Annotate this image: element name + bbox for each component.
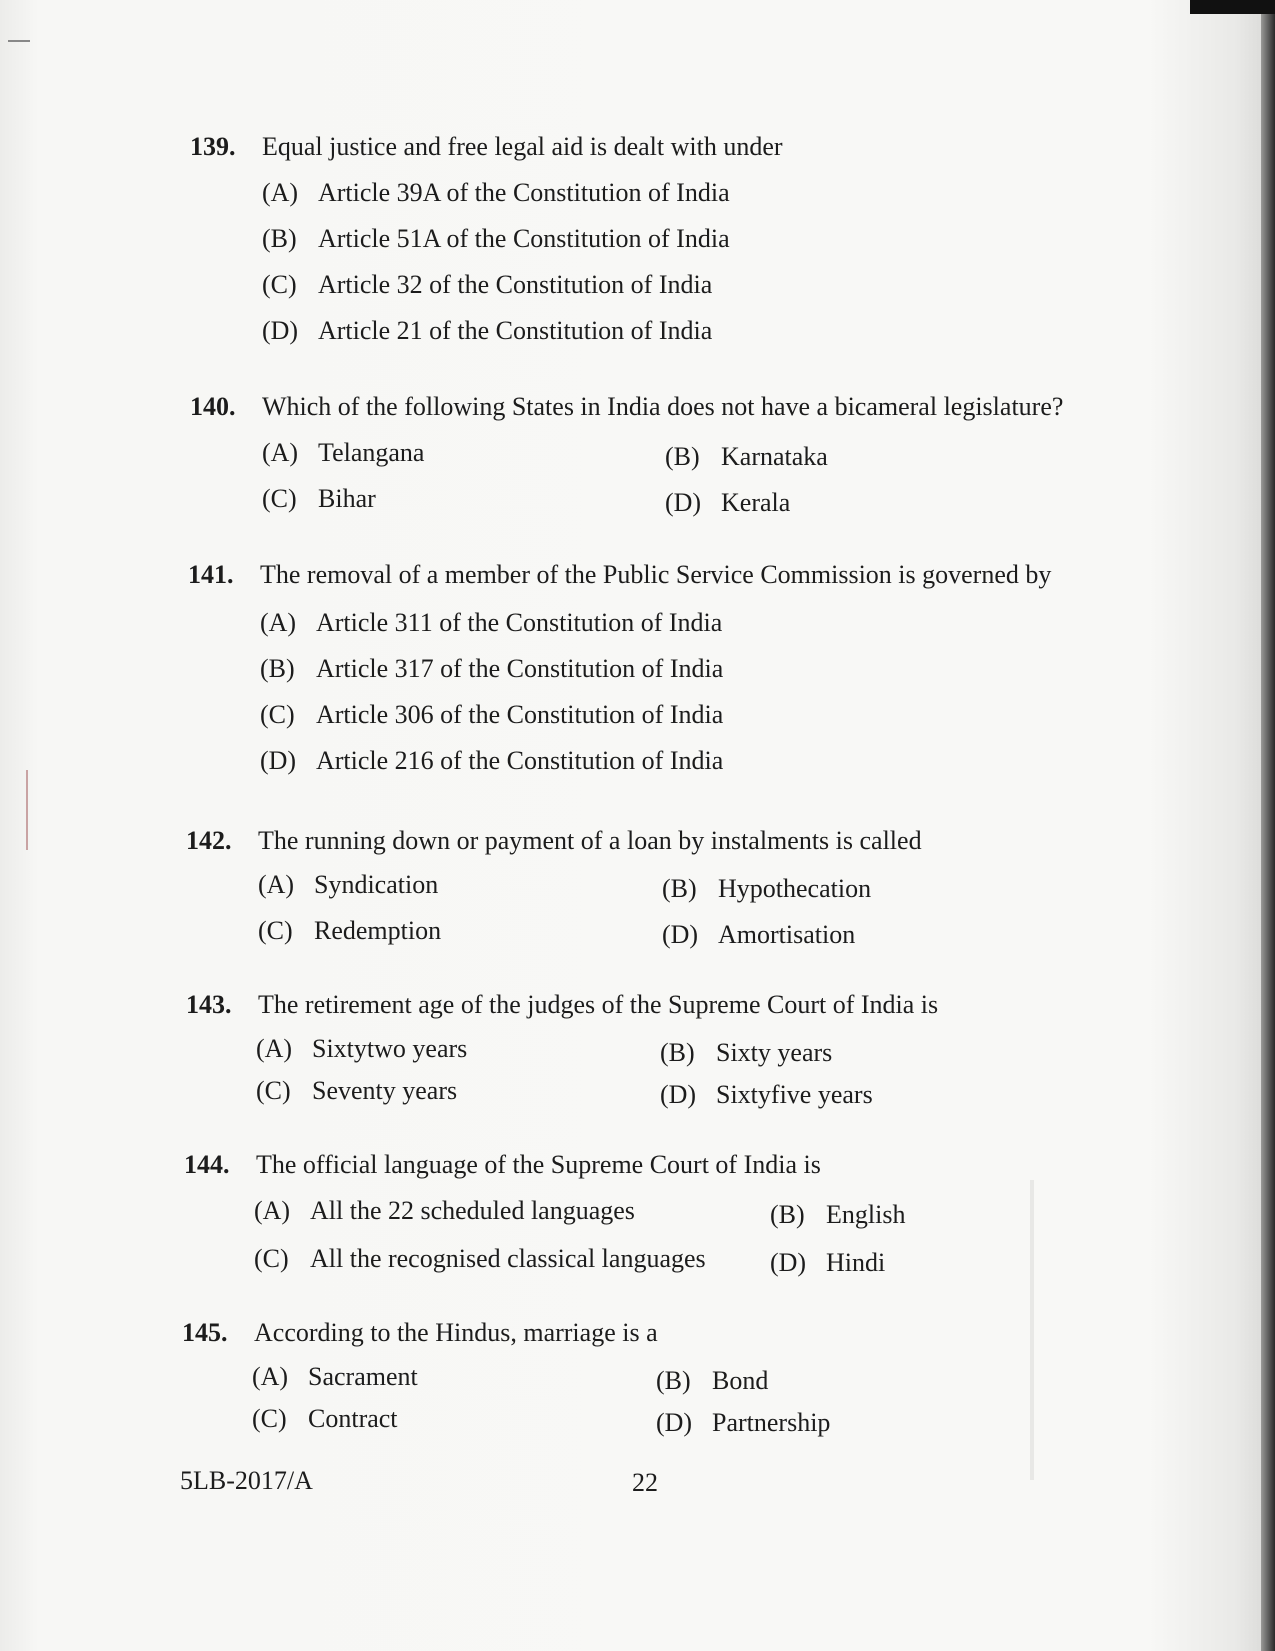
option-text: Article 21 of the Constitution of India [318,316,713,345]
option-label: (C) [258,916,293,945]
scan-edge-shadow [1261,0,1275,1651]
question-stem: The removal of a member of the Public Service Commission is governed by [260,560,1052,589]
question-stem: The retirement age of the judges of the Supreme Court of India is [258,990,939,1019]
option-text: Seventy years [312,1076,458,1105]
option-b [660,1038,832,1068]
option-text: Article 306 of the Constitution of India [316,700,724,729]
question-number: 140. [190,392,236,421]
question-number: 145. [182,1318,228,1347]
margin-mark [26,770,28,850]
option-text: Sixtyfive years [716,1080,873,1109]
option-c [262,484,376,514]
question-number: 144. [184,1150,230,1179]
question-number: 142. [186,826,232,855]
option-text: All the recognised classical languages [310,1244,706,1273]
option-text: Amortisation [718,920,856,949]
option-text: Hindi [826,1248,886,1277]
option-text: Sixty years [716,1038,833,1067]
option-label: (A) [260,608,297,637]
option-b [262,224,730,254]
option-label: (D) [665,488,702,517]
option-c [260,700,723,730]
option-text: Article 216 of the Constitution of India [316,746,724,775]
option-label: (A) [256,1034,293,1063]
option-label: (A) [262,438,299,467]
option-b [656,1366,768,1396]
option-text: Article 51A of the Constitution of India [318,224,730,253]
question-stem: Equal justice and free legal aid is dealt with under [262,132,783,161]
option-text: Sacrament [308,1362,418,1391]
option-label: (B) [665,442,700,471]
option-text: Redemption [314,916,442,945]
option-text: Article 317 of the Constitution of India [316,654,724,683]
option-label: (D) [660,1080,697,1109]
option-label: (C) [262,484,297,513]
option-a [262,438,424,468]
option-c [258,916,441,946]
option-a [254,1196,635,1226]
paper-code: 5LB-2017/A [180,1466,313,1495]
option-c [254,1244,706,1274]
option-d [260,746,723,776]
option-a [252,1362,418,1392]
option-text: Article 32 of the Constitution of India [318,270,713,299]
option-b [260,654,723,684]
option-b [665,442,828,472]
option-label: (C) [260,700,295,729]
option-label: (D) [770,1248,807,1277]
option-label: (D) [260,746,297,775]
option-d [770,1248,885,1278]
option-d [660,1080,873,1110]
option-c [256,1076,457,1106]
option-label: (A) [252,1362,289,1391]
page-number: 22 [632,1468,658,1497]
option-c [262,270,712,300]
option-text: Karnataka [721,442,828,471]
option-text: Kerala [721,488,791,517]
option-a [256,1034,467,1064]
option-label: (C) [254,1244,289,1273]
option-label: (D) [262,316,299,345]
option-label: (A) [254,1196,291,1225]
option-a [262,178,730,208]
option-label: (C) [262,270,297,299]
option-label: (B) [656,1366,691,1395]
option-d [262,316,712,346]
scan-corner-shadow [1190,0,1275,14]
option-c [252,1404,398,1434]
corner-mark [8,40,30,42]
option-text: Article 311 of the Constitution of India [316,608,723,637]
option-label: (B) [262,224,297,253]
option-text: Article 39A of the Constitution of India [318,178,730,207]
option-label: (B) [662,874,697,903]
question-stem: The running down or payment of a loan by instalments is called [258,826,922,855]
question-number: 143. [186,990,232,1019]
question-number: 139. [190,132,236,161]
question-stem: According to the Hindus, marriage is a [254,1318,658,1347]
option-label: (D) [656,1408,693,1437]
question-stem: Which of the following States in India does not have a bicameral legislature? [262,392,1064,421]
option-text: Hypothecation [718,874,872,903]
option-d [665,488,790,518]
option-a [260,608,722,638]
bleed-line [1030,1180,1034,1480]
option-label: (B) [260,654,295,683]
option-text: Syndication [314,870,439,899]
option-label: (D) [662,920,699,949]
option-d [662,920,855,950]
option-text: All the 22 scheduled languages [310,1196,635,1225]
option-b [770,1200,905,1230]
option-text: Partnership [712,1408,831,1437]
option-d [656,1408,830,1438]
option-label: (A) [262,178,299,207]
option-text: Sixtytwo years [312,1034,468,1063]
option-text: English [826,1200,906,1229]
option-text: Contract [308,1404,398,1433]
option-text: Telangana [318,438,425,467]
option-label: (B) [770,1200,805,1229]
question-stem: The official language of the Supreme Court of India is [256,1150,821,1179]
question-number: 141. [188,560,234,589]
option-label: (B) [660,1038,695,1067]
option-label: (C) [252,1404,287,1433]
option-a [258,870,438,900]
option-b [662,874,871,904]
option-text: Bond [712,1366,769,1395]
option-label: (C) [256,1076,291,1105]
option-label: (A) [258,870,295,899]
option-text: Bihar [318,484,376,513]
